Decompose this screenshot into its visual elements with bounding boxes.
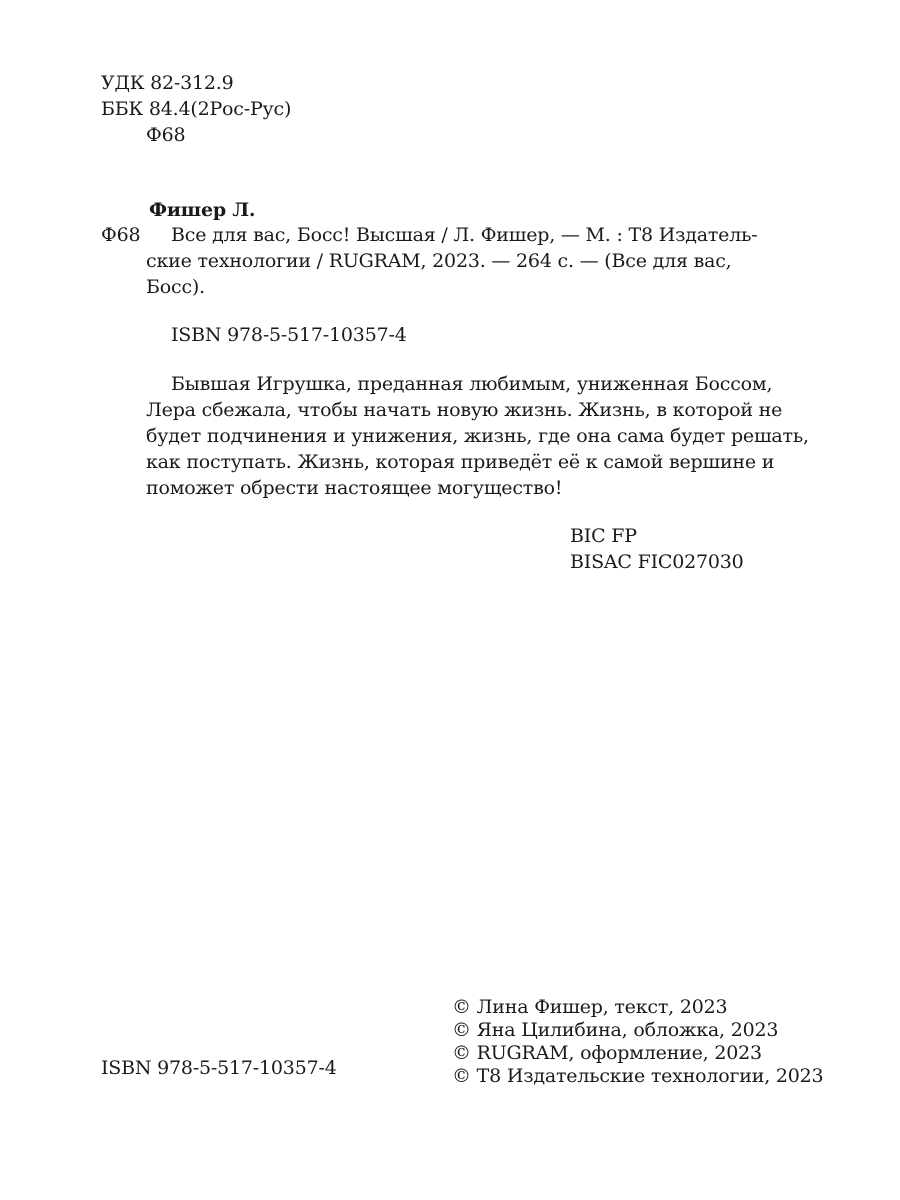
author-name: Фишер Л. [149, 199, 256, 221]
author-mark: Ф68 [146, 124, 186, 146]
isbn-footer: ISBN 978-5-517-10357-4 [101, 1057, 337, 1079]
isbn-main: ISBN 978-5-517-10357-4 [171, 324, 407, 346]
annotation-line: Лера сбежала, чтобы начать новую жизнь. Жизнь, в которой не [146, 399, 783, 421]
copyright-line: © Лина Фишер, текст, 2023 [452, 996, 728, 1018]
udk-code: УДК 82-312.9 [101, 72, 234, 94]
bibliography-line: Босс). [146, 276, 205, 298]
annotation-line: поможет обрести настоящее могущество! [146, 477, 563, 499]
copyright-line: © Яна Цилибина, обложка, 2023 [452, 1019, 779, 1041]
copyright-line: © RUGRAM, оформление, 2023 [452, 1042, 762, 1064]
bbk-code: ББК 84.4(2Рос-Рус) [101, 98, 292, 120]
annotation-line: будет подчинения и унижения, жизнь, где она сама будет решать, [146, 425, 809, 447]
bibliography-line: ские технологии / RUGRAM, 2023. — 264 с. — (Все для вас, [146, 250, 732, 272]
annotation-line: как поступать. Жизнь, которая приведёт её к самой вершине и [146, 451, 775, 473]
annotation-line: Бывшая Игрушка, преданная любимым, униженная Боссом, [171, 373, 773, 395]
bibliography-line: Все для вас, Босс! Высшая / Л. Фишер, — М. : Т8 Издатель- [171, 224, 758, 246]
bic-code: BIC FP [570, 525, 637, 547]
bibliography-mark: Ф68 [101, 224, 141, 246]
bisac-code: BISAC FIC027030 [570, 551, 744, 573]
copyright-line: © Т8 Издательские технологии, 2023 [452, 1065, 824, 1087]
